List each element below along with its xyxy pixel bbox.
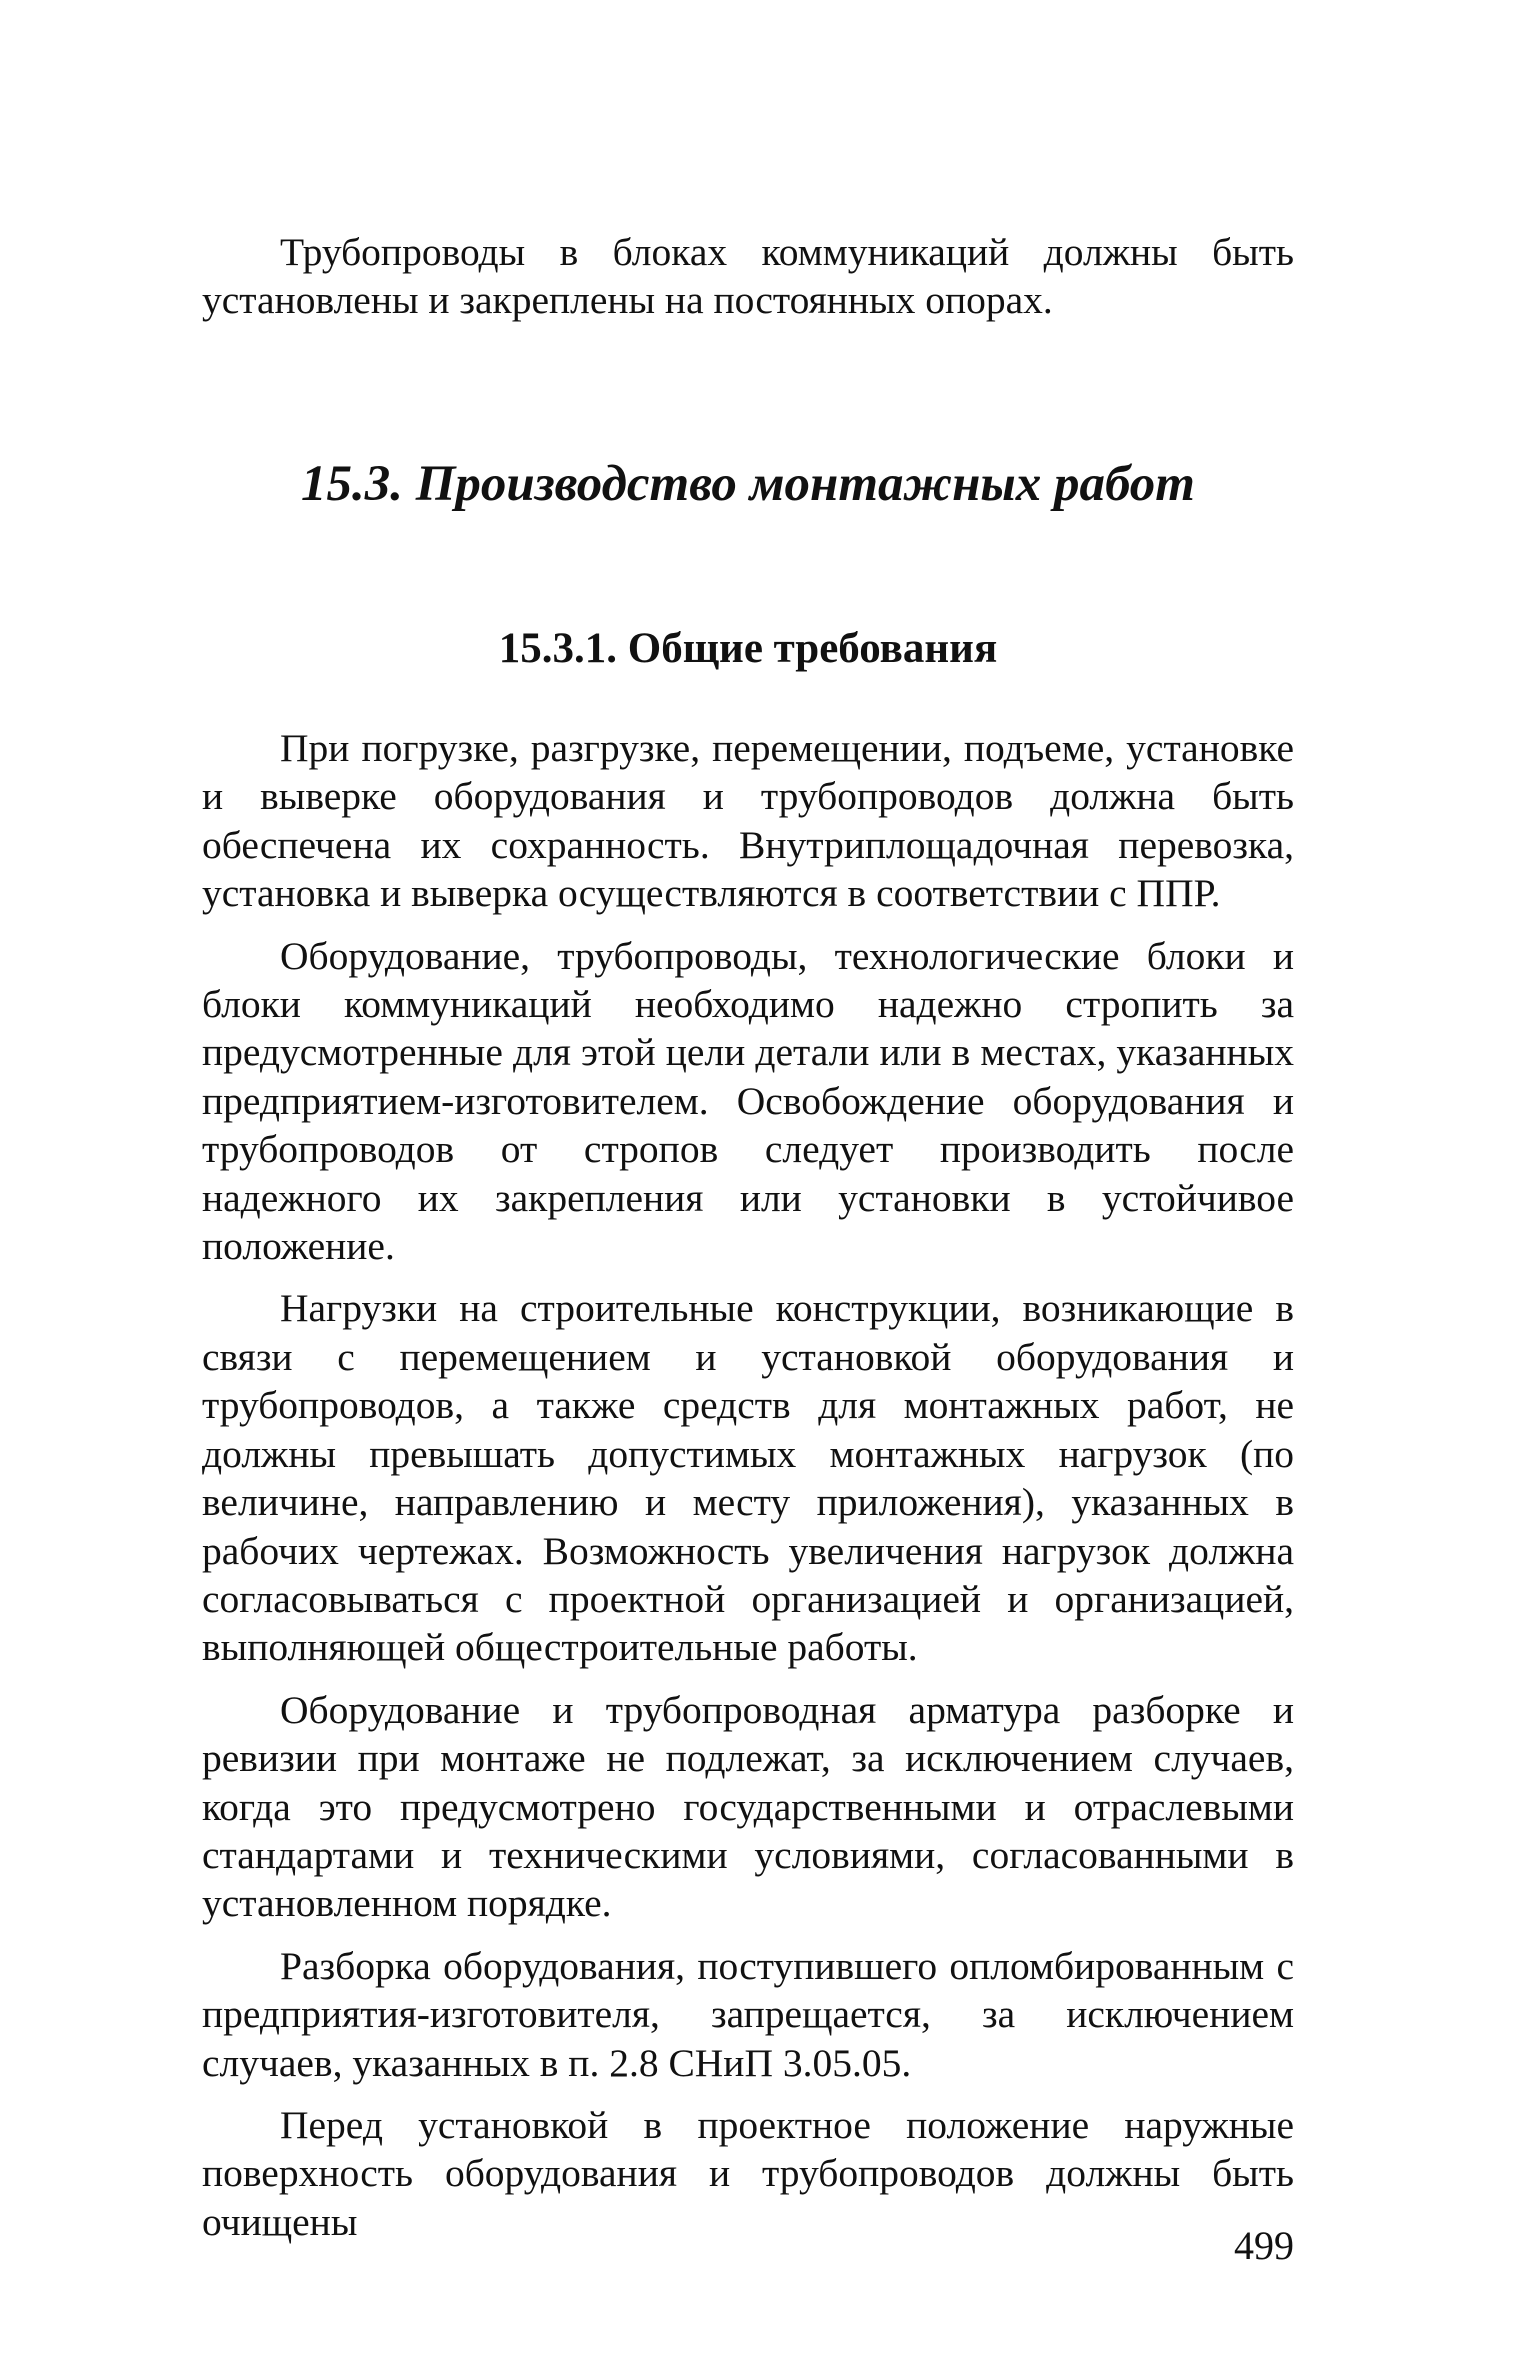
paragraph-slinging: Оборудование, трубопроводы, технологические блоки и блоки коммуникаций необходимо надежно стропить за предусмотренные для этой цели детали или в местах, указанных предприятием-изготовителем. Освобождение оборудования и трубопроводов от стропов следует производить после надежного их закрепления или установки в устойчивое положение.	[202, 933, 1294, 1269]
paragraph-sealed-equipment: Разборка оборудования, поступившего опломбированным с предприятия-изготовителя, запрещается, за исключением случаев, указанных в п. 2.8 СНиП 3.05.05.	[202, 1943, 1294, 2085]
section-title: 15.3. Производство монтажных работ	[301, 456, 1195, 512]
body-text	[202, 724, 1294, 2246]
paragraph-handling: При погрузке, разгрузке, перемещении, подъеме, установке и выверке оборудования и трубопроводов должна быть обеспечена их сохранность. Внутриплощадочная перевозка, установка и выверка осуществляются в соответствии с ППР.	[202, 726, 1294, 916]
subsection-title: 15.3.1. Общие требования	[498, 625, 998, 672]
paragraph-cleaning: Перед установкой в проектное положение наружные поверхность оборудования и трубопроводов должны быть очищены	[202, 2102, 1294, 2244]
paragraph-loads: Нагрузки на строительные конструкции, возникающие в связи с перемещением и установкой оборудования и трубопроводов, а также средств для монтажных работ, не должны превышать допустимых монтажных нагрузок (по величине, направлению и месту приложения), указанных в рабочих чертежах. Возможность увеличения нагрузок должна согласовываться с проектной организацией и организацией, выполняющей общестроительные работы.	[202, 1286, 1294, 1670]
paragraph-disassembly: Оборудование и трубопроводная арматура разборке и ревизии при монтаже не подлежат, за исключением случаев, когда это предусмотрено государственными и отраслевыми стандартами и техническими условиями, согласованными в установленном порядке.	[202, 1687, 1294, 1926]
page-number: 499	[1234, 2223, 1294, 2268]
intro-paragraph: Трубопроводы в блоках коммуникаций должны быть установлены и закреплены на постоянных опорах.	[202, 230, 1294, 323]
